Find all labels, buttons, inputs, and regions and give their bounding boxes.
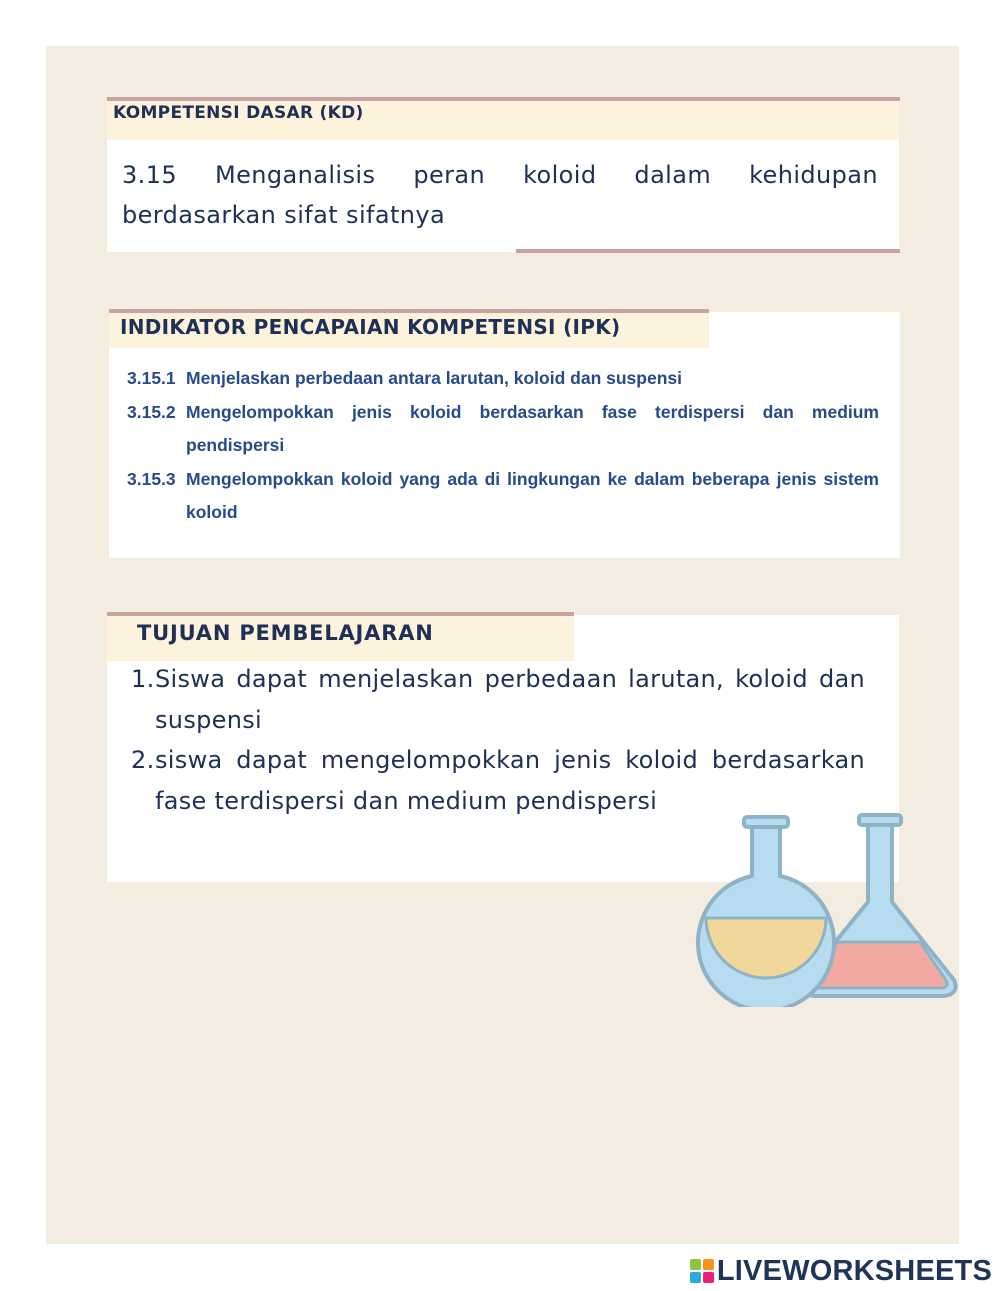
tujuan-item: [131, 659, 865, 740]
ipk-item-number: 3.15.2: [127, 401, 176, 422]
kd-text: 3.15 Menganalisis peran koloid dalam kehidupan berdasarkan sifat sifatnya: [122, 161, 878, 229]
ipk-item: [127, 362, 879, 396]
tujuan-item-text: Siswa dapat menjelaskan perbedaan larutan, koloid dan suspensi: [155, 665, 865, 734]
kd-title: KOMPETENSI DASAR (KD): [113, 103, 364, 123]
kd-bottom-bar: [516, 249, 900, 253]
round-flask-icon: [698, 817, 834, 1007]
ipk-item-text: Menjelaskan perbedaan antara larutan, koloid dan suspensi: [186, 368, 682, 388]
ipk-item: [127, 396, 879, 463]
ipk-item: [127, 463, 879, 530]
tujuan-item-text: siswa dapat mengelompokkan jenis koloid berdasarkan fase terdispersi dan medium pendispersi: [155, 746, 865, 815]
ipk-item-text: Mengelompokkan koloid yang ada di lingkungan ke dalam beberapa jenis sistem koloid: [186, 468, 879, 522]
tujuan-item-number: 1.: [131, 665, 155, 693]
liveworksheets-logo: [690, 1259, 714, 1283]
liveworksheets-wordmark: LIVEWORKSHEETS: [716, 1255, 992, 1287]
tujuan-item-number: 2.: [131, 746, 155, 774]
tujuan-list: [131, 659, 865, 821]
ipk-title: INDIKATOR PENCAPAIAN KOMPETENSI (IPK): [120, 315, 621, 339]
ipk-top-bar: [109, 309, 709, 313]
liveworksheets-brand: [690, 1254, 992, 1288]
tujuan-title: TUJUAN PEMBELAJARAN: [137, 621, 434, 645]
ipk-item-number: 3.15.1: [127, 368, 176, 388]
lab-flasks-icon: [688, 812, 963, 1011]
tujuan-top-bar: [107, 612, 574, 616]
ipk-item-number: 3.15.3: [127, 468, 176, 489]
tujuan-item: [131, 740, 865, 821]
ipk-list: [127, 362, 879, 530]
kd-top-bar: [107, 97, 900, 101]
ipk-item-text: Mengelompokkan jenis koloid berdasarkan fase terdispersi dan medium pendispersi: [186, 401, 879, 455]
